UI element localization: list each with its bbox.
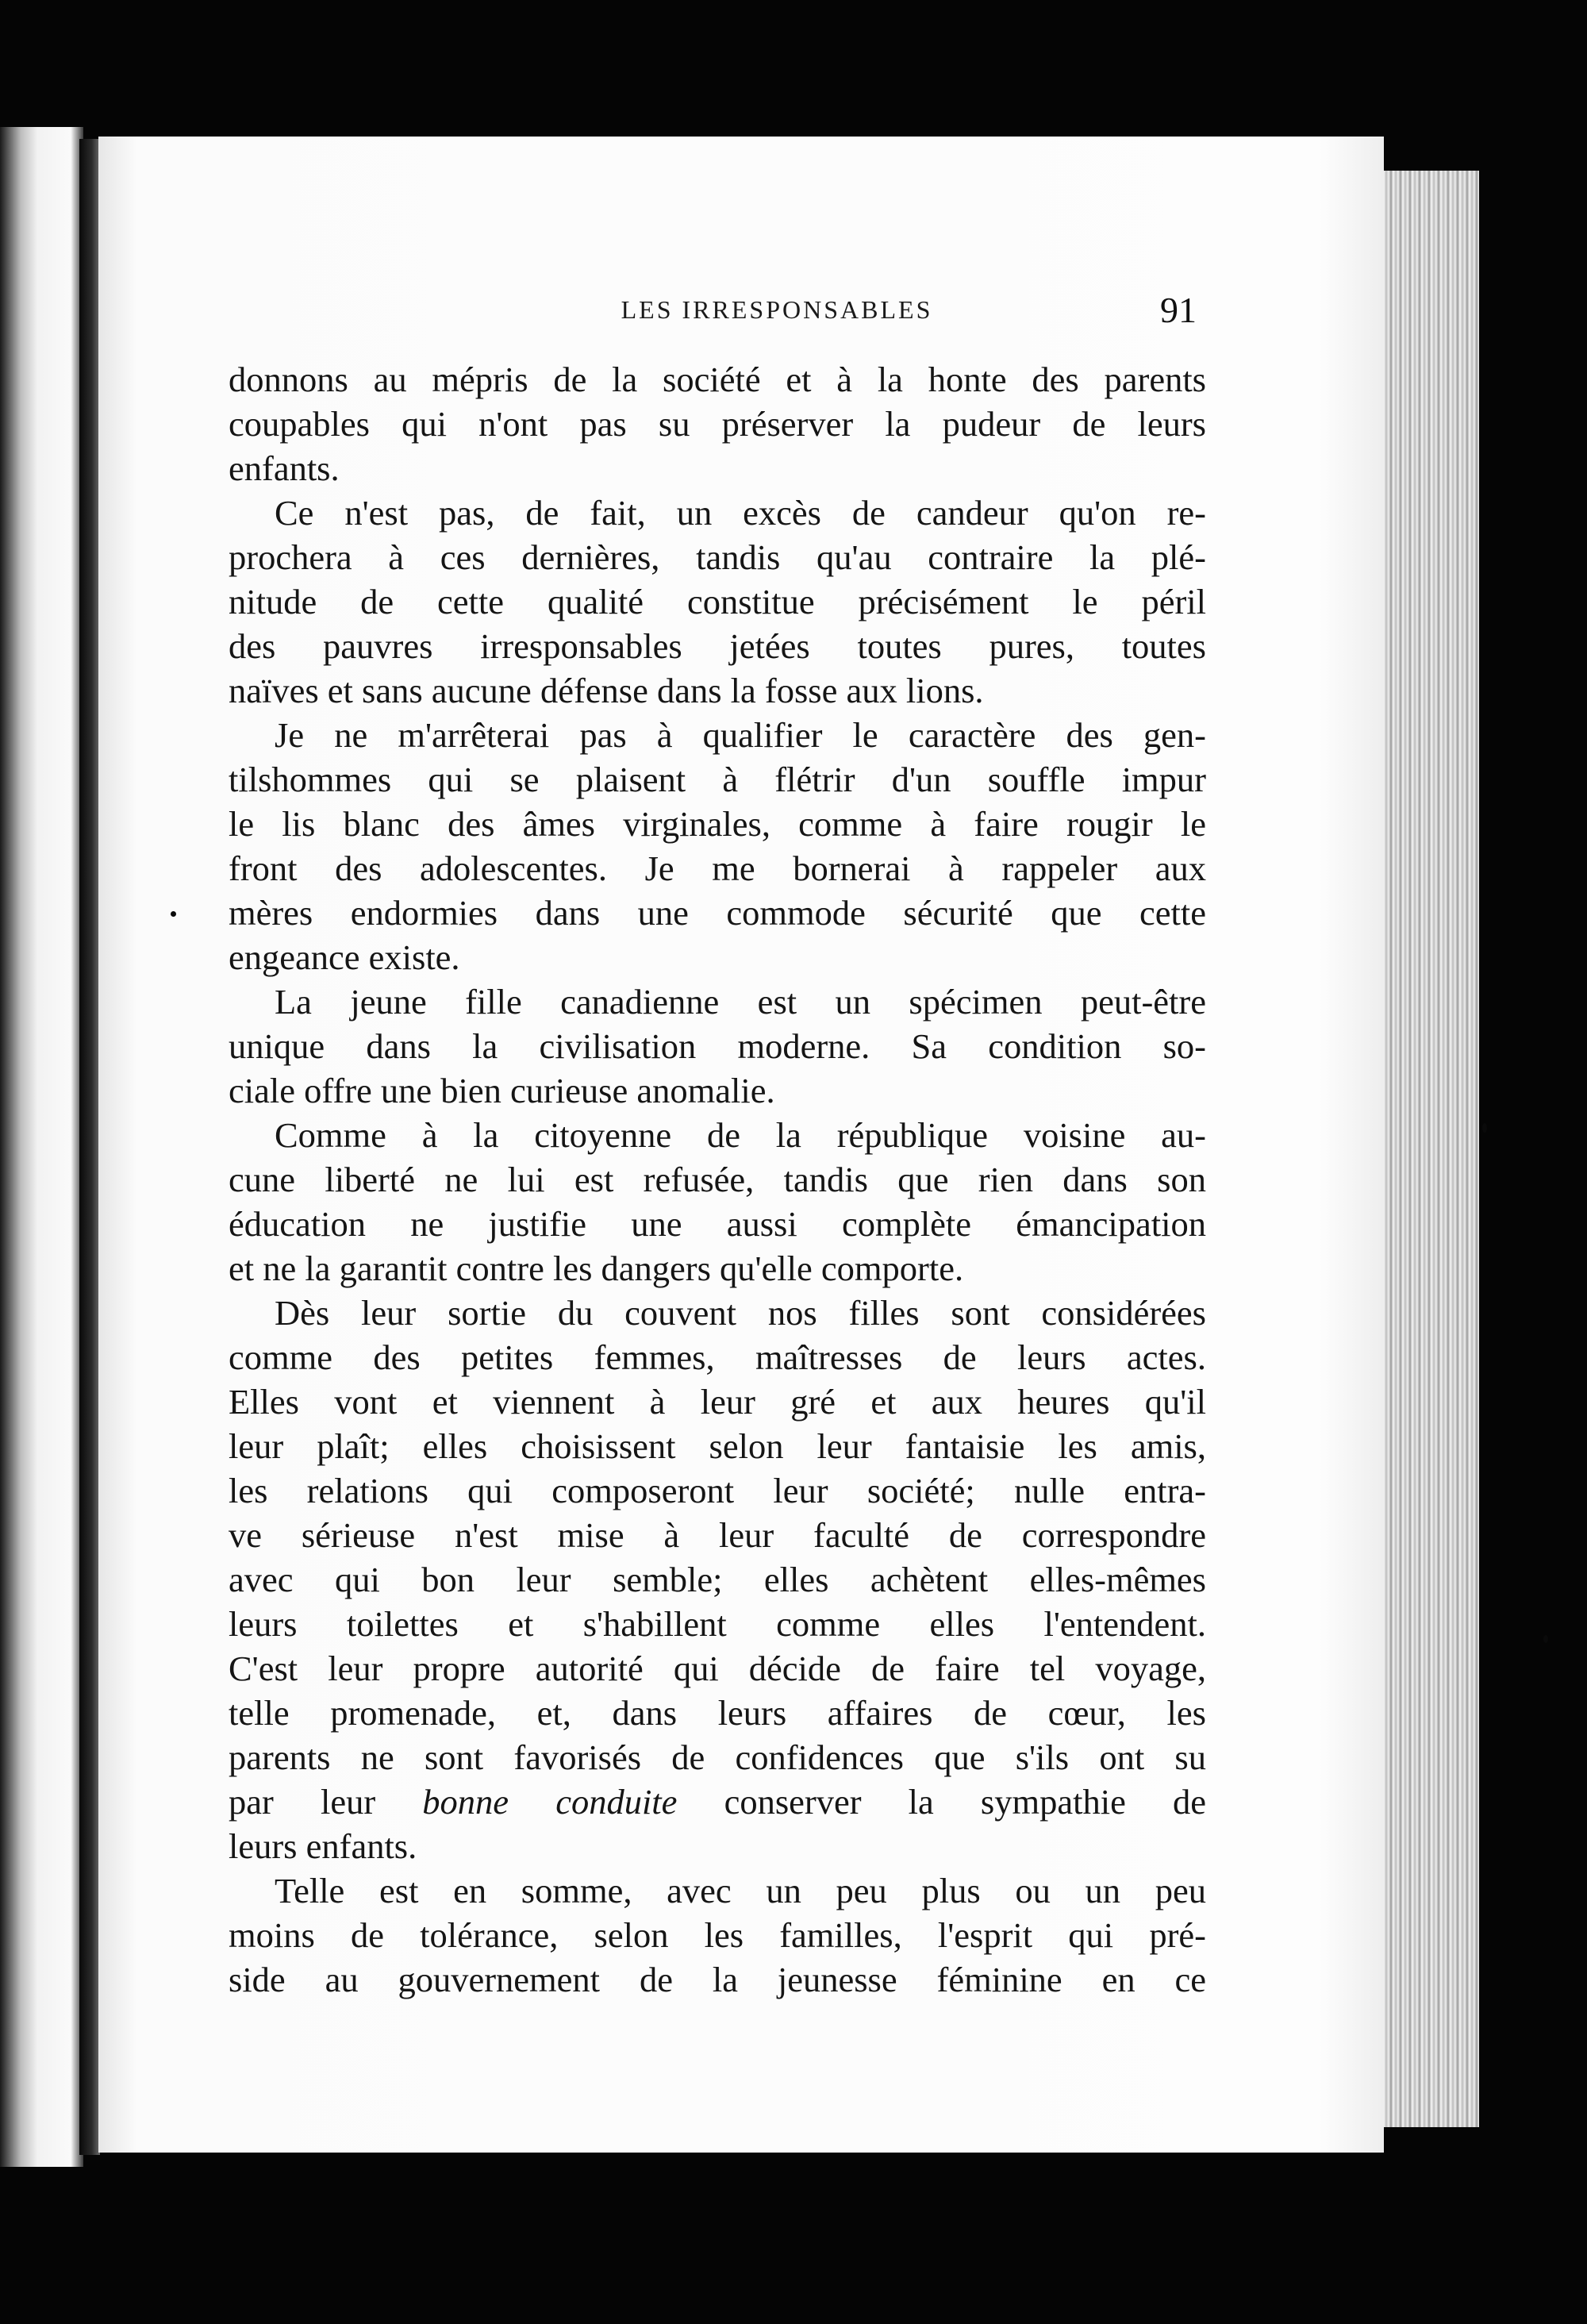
text-line: engeance existe.: [229, 937, 460, 977]
text-segment: conserver la sympathie de: [677, 1782, 1206, 1822]
text-line: Ce n'est pas, de fait, un excès de candeur qu'on re-: [275, 493, 1206, 533]
text-line: éducation ne justifie une aussi complète émancipation: [229, 1204, 1206, 1244]
text-line: moins de tolérance, selon les familles, l'esprit qui pré-: [229, 1915, 1206, 1955]
text-line: Elles vont et viennent à leur gré et aux heures qu'il: [229, 1382, 1206, 1422]
text-line: Dès leur sortie du couvent nos filles sont considérées: [275, 1293, 1206, 1333]
text-line: tilshommes qui se plaisent à flétrir d'un souffle impur: [229, 760, 1206, 799]
text-line: [229, 1780, 1206, 1824]
text-line: unique dans la civilisation moderne. Sa condition so-: [229, 1026, 1206, 1066]
text-line: comme des petites femmes, maîtresses de leurs actes.: [229, 1337, 1206, 1377]
text-line: leurs enfants.: [229, 1826, 417, 1866]
italic-phrase: bonne conduite: [422, 1782, 678, 1822]
text-line: les relations qui composeront leur société; nulle entra-: [229, 1471, 1206, 1510]
text-line: nitude de cette qualité constitue précisément le péril: [229, 582, 1206, 621]
text-line: telle promenade, et, dans leurs affaires de cœur, les: [229, 1693, 1206, 1733]
text-line: des pauvres irresponsables jetées toutes pures, toutes: [229, 626, 1206, 666]
text-line: mères endormies dans une commode sécurité que cette: [229, 893, 1206, 933]
scan-speck: [171, 911, 176, 917]
facing-page-edge: [0, 127, 83, 2167]
text-line: side au gouvernement de la jeunesse féminine en ce: [229, 1960, 1206, 1999]
text-line: Comme à la citoyenne de la république voisine au-: [275, 1115, 1206, 1155]
body-text: [229, 357, 1206, 2002]
text-line: ve sérieuse n'est mise à leur faculté de correspondre: [229, 1515, 1206, 1555]
text-line: donnons au mépris de la société et à la honte des parents: [229, 360, 1206, 399]
page-number: 91: [1160, 290, 1197, 330]
text-line: leur plaît; elles choisissent selon leur fantaisie les amis,: [229, 1426, 1206, 1466]
text-line: ciale offre une bien curieuse anomalie.: [229, 1071, 775, 1110]
text-line: C'est leur propre autorité qui décide de faire tel voyage,: [229, 1649, 1206, 1688]
text-line: le lis blanc des âmes virginales, comme à faire rougir le: [229, 804, 1206, 844]
book-gutter: [79, 139, 100, 2155]
page-stack-edge: [1384, 171, 1479, 2127]
running-title: LES IRRESPONSABLES: [621, 295, 933, 324]
text-line: prochera à ces dernières, tandis qu'au contraire la plé-: [229, 537, 1206, 577]
text-line: naïves et sans aucune défense dans la fosse aux lions.: [229, 671, 984, 710]
text-line: Telle est en somme, avec un peu plus ou un peu: [275, 1871, 1206, 1910]
text-line: avec qui bon leur semble; elles achètent elles-mêmes: [229, 1560, 1206, 1599]
text-line: leurs toilettes et s'habillent comme elles l'entendent.: [229, 1604, 1206, 1644]
text-line: et ne la garantit contre les dangers qu'elle comporte.: [229, 1249, 964, 1288]
text-line: Je ne m'arrêterai pas à qualifier le caractère des gen-: [275, 715, 1206, 755]
text-line: coupables qui n'ont pas su préserver la pudeur de leurs: [229, 404, 1206, 444]
text-segment: par leur: [229, 1782, 423, 1822]
scan-speck: [1543, 1635, 1548, 1643]
text-line: La jeune fille canadienne est un spécimen peut-être: [275, 982, 1206, 1022]
text-line: cune liberté ne lui est refusée, tandis que rien dans son: [229, 1160, 1206, 1199]
scan-speck: [1482, 1123, 1487, 1133]
text-line: front des adolescentes. Je me bornerai à rappeler aux: [229, 848, 1206, 888]
text-line: parents ne sont favorisés de confidences que s'ils ont su: [229, 1737, 1206, 1777]
text-line: enfants.: [229, 448, 340, 488]
running-head: [98, 290, 1384, 335]
